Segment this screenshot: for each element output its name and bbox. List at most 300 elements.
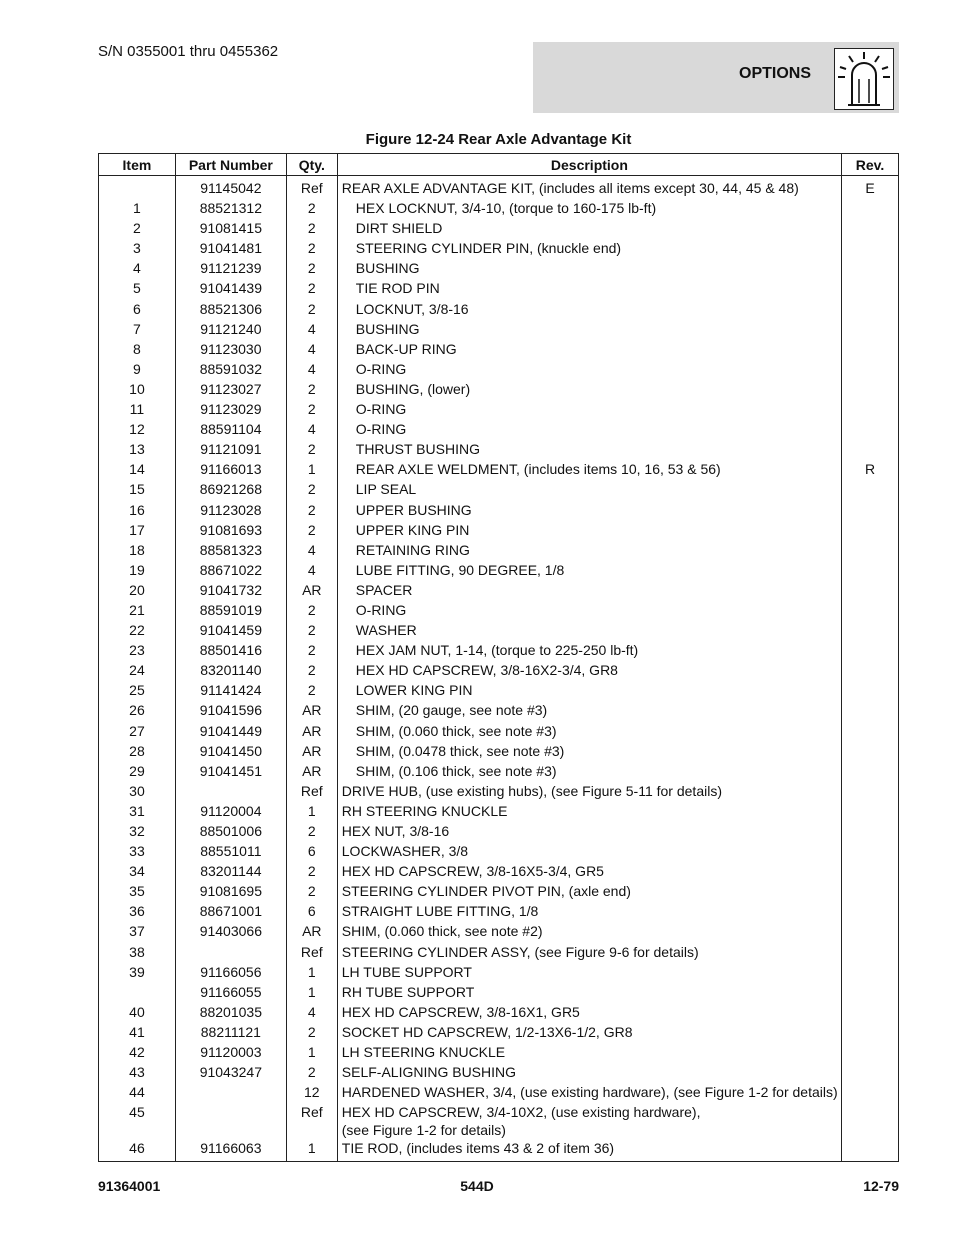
item-cell: 26 (99, 701, 176, 721)
part-number-cell: 88211121 (175, 1023, 286, 1043)
table-row (99, 862, 899, 882)
table-row (99, 541, 899, 561)
table-row (99, 239, 899, 259)
description-cell: SHIM, (20 gauge, see note #3) (337, 701, 841, 721)
part-number-cell: 91041459 (175, 621, 286, 641)
rev-cell (842, 742, 899, 762)
description-cell: STEERING CYLINDER PIVOT PIN, (axle end) (337, 882, 841, 902)
part-number-cell: 91041596 (175, 701, 286, 721)
qty-cell: 4 (286, 420, 337, 440)
description-cell: HARDENED WASHER, 3/4, (use existing hardware), (see Figure 1-2 for details) (337, 1083, 841, 1103)
item-cell: 12 (99, 420, 176, 440)
description-cell: O-RING (337, 400, 841, 420)
rev-cell (842, 722, 899, 742)
qty-cell: AR (286, 701, 337, 721)
item-cell: 44 (99, 1083, 176, 1103)
description-cell: HEX HD CAPSCREW, 3/8-16X1, GR5 (337, 1003, 841, 1023)
table-row (99, 722, 899, 742)
item-cell: 1 (99, 199, 176, 219)
table-row (99, 320, 899, 340)
column-header-part-number: Part Number (175, 154, 286, 176)
qty-cell: Ref (286, 782, 337, 802)
item-cell: 40 (99, 1003, 176, 1023)
rev-cell (842, 340, 899, 360)
description-cell: TIE ROD PIN (337, 279, 841, 299)
description-cell: LOWER KING PIN (337, 681, 841, 701)
description-cell: DIRT SHIELD (337, 219, 841, 239)
table-row (99, 943, 899, 963)
rev-cell (842, 521, 899, 541)
rev-cell (842, 802, 899, 822)
item-cell: 20 (99, 581, 176, 601)
part-number-cell: 88501006 (175, 822, 286, 842)
qty-cell: 2 (286, 621, 337, 641)
part-number-cell: 91041450 (175, 742, 286, 762)
part-number-cell: 88521306 (175, 300, 286, 320)
rev-cell (842, 581, 899, 601)
description-cell: BACK-UP RING (337, 340, 841, 360)
item-cell: 2 (99, 219, 176, 239)
qty-cell: 2 (286, 862, 337, 882)
table-row (99, 1063, 899, 1083)
description-cell: STEERING CYLINDER PIN, (knuckle end) (337, 239, 841, 259)
rev-cell (842, 360, 899, 380)
part-number-cell: 91081415 (175, 219, 286, 239)
table-row (99, 440, 899, 460)
description-cell: BUSHING, (lower) (337, 380, 841, 400)
qty-cell: AR (286, 922, 337, 942)
rev-cell (842, 983, 899, 1003)
item-cell: 16 (99, 501, 176, 521)
description-cell: LIP SEAL (337, 480, 841, 500)
rev-cell (842, 259, 899, 279)
part-number-cell: 88591019 (175, 601, 286, 621)
table-row (99, 802, 899, 822)
table-row (99, 400, 899, 420)
item-cell: 37 (99, 922, 176, 942)
table-row (99, 279, 899, 299)
qty-cell: AR (286, 762, 337, 782)
table-row (99, 480, 899, 500)
options-light-icon (834, 48, 894, 110)
rev-cell (842, 641, 899, 661)
description-cell: O-RING (337, 601, 841, 621)
table-row (99, 1139, 899, 1162)
parts-table (98, 153, 899, 1162)
description-cell (337, 1103, 841, 1139)
rev-cell (842, 480, 899, 500)
description-cell: SOCKET HD CAPSCREW, 1/2-13X6-1/2, GR8 (337, 1023, 841, 1043)
rev-cell (842, 199, 899, 219)
column-header-rev: Rev. (842, 154, 899, 176)
part-number-cell: 91121239 (175, 259, 286, 279)
rev-cell (842, 400, 899, 420)
item-cell: 18 (99, 541, 176, 561)
item-cell (99, 983, 176, 1003)
item-cell: 4 (99, 259, 176, 279)
rev-cell (842, 862, 899, 882)
part-number-cell: 83201144 (175, 862, 286, 882)
qty-cell: 6 (286, 842, 337, 862)
rev-cell (842, 1103, 899, 1139)
part-number-cell: 91123027 (175, 380, 286, 400)
table-row (99, 782, 899, 802)
description-cell: HEX NUT, 3/8-16 (337, 822, 841, 842)
table-row (99, 963, 899, 983)
item-cell: 41 (99, 1023, 176, 1043)
rev-cell (842, 320, 899, 340)
description-cell: DRIVE HUB, (use existing hubs), (see Figure 5-11 for details) (337, 782, 841, 802)
table-row (99, 621, 899, 641)
table-row (99, 199, 899, 219)
item-cell: 39 (99, 963, 176, 983)
description-cell: SHIM, (0.060 thick, see note #3) (337, 722, 841, 742)
item-cell: 32 (99, 822, 176, 842)
qty-cell: 2 (286, 501, 337, 521)
qty-cell: 4 (286, 360, 337, 380)
table-row (99, 259, 899, 279)
table-row (99, 521, 899, 541)
part-number-cell: 91166063 (175, 1139, 286, 1162)
qty-cell: 2 (286, 380, 337, 400)
rev-cell (842, 380, 899, 400)
part-number-cell: 91121240 (175, 320, 286, 340)
rev-cell (842, 661, 899, 681)
table-header-row (99, 154, 899, 176)
table-row (99, 380, 899, 400)
item-cell: 14 (99, 460, 176, 480)
item-cell: 10 (99, 380, 176, 400)
part-number-cell: 91166055 (175, 983, 286, 1003)
description-cell: TIE ROD, (includes items 43 & 2 of item 36) (337, 1139, 841, 1162)
description-cell: BUSHING (337, 320, 841, 340)
part-number-cell: 91166056 (175, 963, 286, 983)
item-cell: 21 (99, 601, 176, 621)
table-row (99, 902, 899, 922)
part-number-cell: 91081695 (175, 882, 286, 902)
table-row (99, 300, 899, 320)
part-number-cell (175, 782, 286, 802)
item-cell: 36 (99, 902, 176, 922)
table-row (99, 1083, 899, 1103)
item-cell: 3 (99, 239, 176, 259)
description-cell: WASHER (337, 621, 841, 641)
rev-cell (842, 420, 899, 440)
description-cell: THRUST BUSHING (337, 440, 841, 460)
description-cell: LUBE FITTING, 90 DEGREE, 1/8 (337, 561, 841, 581)
qty-cell: 1 (286, 963, 337, 983)
item-cell: 31 (99, 802, 176, 822)
part-number-cell (175, 1083, 286, 1103)
rev-cell (842, 239, 899, 259)
rev-cell (842, 279, 899, 299)
item-cell: 38 (99, 943, 176, 963)
qty-cell: 2 (286, 480, 337, 500)
part-number-cell: 88671001 (175, 902, 286, 922)
qty-cell: 1 (286, 1043, 337, 1063)
description-cell: LOCKNUT, 3/8-16 (337, 300, 841, 320)
description-cell: SELF-ALIGNING BUSHING (337, 1063, 841, 1083)
rev-cell (842, 601, 899, 621)
item-cell: 23 (99, 641, 176, 661)
table-row (99, 681, 899, 701)
rev-cell (842, 681, 899, 701)
document-number: 91364001 (98, 1178, 161, 1194)
description-cell: REAR AXLE ADVANTAGE KIT, (includes all items except 30, 44, 45 & 48) (337, 176, 841, 200)
qty-cell: 2 (286, 822, 337, 842)
table-row (99, 701, 899, 721)
part-number-cell: 91403066 (175, 922, 286, 942)
part-number-cell: 91120003 (175, 1043, 286, 1063)
part-number-cell: 91081693 (175, 521, 286, 541)
description-cell: RH TUBE SUPPORT (337, 983, 841, 1003)
qty-cell: 4 (286, 1003, 337, 1023)
part-number-cell: 91041449 (175, 722, 286, 742)
rev-cell (842, 762, 899, 782)
description-cell: STEERING CYLINDER ASSY, (see Figure 9-6 for details) (337, 943, 841, 963)
table-row (99, 219, 899, 239)
rev-cell (842, 902, 899, 922)
table-row (99, 661, 899, 681)
rev-cell (842, 822, 899, 842)
part-number-cell: 91041439 (175, 279, 286, 299)
column-header-item: Item (99, 154, 176, 176)
rev-cell (842, 300, 899, 320)
rev-cell (842, 701, 899, 721)
part-number-cell: 91041481 (175, 239, 286, 259)
table-row (99, 501, 899, 521)
qty-cell: 4 (286, 340, 337, 360)
rev-cell (842, 963, 899, 983)
description-cell: UPPER BUSHING (337, 501, 841, 521)
description-cell: UPPER KING PIN (337, 521, 841, 541)
description-cell: HEX LOCKNUT, 3/4-10, (torque to 160-175 lb-ft) (337, 199, 841, 219)
rev-cell (842, 1139, 899, 1162)
rev-cell (842, 1063, 899, 1083)
rev-cell: R (842, 460, 899, 480)
qty-cell: 2 (286, 300, 337, 320)
part-number-cell: 91041732 (175, 581, 286, 601)
qty-cell: Ref (286, 1103, 337, 1139)
table-row (99, 340, 899, 360)
item-cell: 8 (99, 340, 176, 360)
description-cell: LOCKWASHER, 3/8 (337, 842, 841, 862)
page-number: 12-79 (863, 1178, 899, 1194)
description-cell: RH STEERING KNUCKLE (337, 802, 841, 822)
item-cell: 5 (99, 279, 176, 299)
qty-cell: 2 (286, 199, 337, 219)
section-header-box (533, 42, 899, 113)
rev-cell (842, 1043, 899, 1063)
part-number-cell: 88671022 (175, 561, 286, 581)
item-cell: 11 (99, 400, 176, 420)
qty-cell: Ref (286, 176, 337, 200)
table-row (99, 922, 899, 942)
qty-cell: 1 (286, 983, 337, 1003)
description-cell: HEX HD CAPSCREW, 3/8-16X5-3/4, GR5 (337, 862, 841, 882)
qty-cell: 2 (286, 440, 337, 460)
part-number-cell (175, 1103, 286, 1139)
rev-cell (842, 1023, 899, 1043)
part-number-cell: 88591032 (175, 360, 286, 380)
description-line: HEX HD CAPSCREW, 3/4-10X2, (use existing hardware), (341, 1104, 701, 1121)
qty-cell: 6 (286, 902, 337, 922)
qty-cell: Ref (286, 943, 337, 963)
description-cell: HEX HD CAPSCREW, 3/8-16X2-3/4, GR8 (337, 661, 841, 681)
table-row (99, 983, 899, 1003)
rev-cell (842, 922, 899, 942)
item-cell: 9 (99, 360, 176, 380)
item-cell: 13 (99, 440, 176, 460)
item-cell: 19 (99, 561, 176, 581)
figure-title: Figure 12-24 Rear Axle Advantage Kit (365, 131, 632, 148)
part-number-cell: 83201140 (175, 661, 286, 681)
rev-cell (842, 842, 899, 862)
table-row (99, 420, 899, 440)
item-cell: 7 (99, 320, 176, 340)
item-cell: 42 (99, 1043, 176, 1063)
qty-cell: 2 (286, 882, 337, 902)
part-number-cell (175, 943, 286, 963)
item-cell: 33 (99, 842, 176, 862)
item-cell: 22 (99, 621, 176, 641)
description-cell: O-RING (337, 360, 841, 380)
item-cell: 6 (99, 300, 176, 320)
description-cell: LH TUBE SUPPORT (337, 963, 841, 983)
rev-cell (842, 440, 899, 460)
item-cell: 24 (99, 661, 176, 681)
rev-cell (842, 561, 899, 581)
rev-cell (842, 1083, 899, 1103)
rev-cell (842, 943, 899, 963)
qty-cell: 2 (286, 279, 337, 299)
item-cell: 35 (99, 882, 176, 902)
item-cell: 34 (99, 862, 176, 882)
description-cell: SHIM, (0.0478 thick, see note #3) (337, 742, 841, 762)
item-cell: 45 (99, 1103, 176, 1139)
table-row (99, 360, 899, 380)
serial-number-range: S/N 0355001 thru 0455362 (98, 43, 279, 60)
description-cell: BUSHING (337, 259, 841, 279)
rev-cell (842, 541, 899, 561)
section-title: OPTIONS (739, 65, 812, 82)
qty-cell: 2 (286, 661, 337, 681)
item-cell: 30 (99, 782, 176, 802)
table-row (99, 581, 899, 601)
rev-cell (842, 782, 899, 802)
item-cell: 17 (99, 521, 176, 541)
part-number-cell: 88551011 (175, 842, 286, 862)
qty-cell: 2 (286, 681, 337, 701)
description-cell: SHIM, (0.106 thick, see note #3) (337, 762, 841, 782)
qty-cell: 1 (286, 460, 337, 480)
rev-cell: E (842, 176, 899, 200)
table-row (99, 1023, 899, 1043)
rev-cell (842, 501, 899, 521)
qty-cell: 12 (286, 1083, 337, 1103)
column-header-qty: Qty. (286, 154, 337, 176)
qty-cell: AR (286, 722, 337, 742)
table-row (99, 460, 899, 480)
table-row (99, 641, 899, 661)
table-row (99, 1043, 899, 1063)
qty-cell: 2 (286, 219, 337, 239)
table-row (99, 601, 899, 621)
part-number-cell: 88591104 (175, 420, 286, 440)
column-header-description: Description (337, 154, 841, 176)
description-cell: RETAINING RING (337, 541, 841, 561)
description-cell: SHIM, (0.060 thick, see note #2) (337, 922, 841, 942)
part-number-cell: 91145042 (175, 176, 286, 200)
description-cell: STRAIGHT LUBE FITTING, 1/8 (337, 902, 841, 922)
qty-cell: 4 (286, 561, 337, 581)
item-cell: 46 (99, 1139, 176, 1162)
table-row (99, 842, 899, 862)
description-cell: HEX JAM NUT, 1-14, (torque to 225-250 lb-ft) (337, 641, 841, 661)
table-row (99, 882, 899, 902)
part-number-cell: 91121091 (175, 440, 286, 460)
qty-cell: 4 (286, 320, 337, 340)
description-cell: SPACER (337, 581, 841, 601)
qty-cell: 2 (286, 400, 337, 420)
description-cell: LH STEERING KNUCKLE (337, 1043, 841, 1063)
qty-cell: 2 (286, 1023, 337, 1043)
description-line: (see Figure 1-2 for details) (341, 1122, 506, 1139)
item-cell: 29 (99, 762, 176, 782)
qty-cell: 2 (286, 641, 337, 661)
qty-cell: 2 (286, 601, 337, 621)
description-cell: REAR AXLE WELDMENT, (includes items 10, 16, 53 & 56) (337, 460, 841, 480)
qty-cell: 2 (286, 521, 337, 541)
table-row (99, 1003, 899, 1023)
table-row (99, 561, 899, 581)
rev-cell (842, 1003, 899, 1023)
item-cell (99, 176, 176, 200)
rev-cell (842, 882, 899, 902)
part-number-cell: 88201035 (175, 1003, 286, 1023)
part-number-cell: 91043247 (175, 1063, 286, 1083)
part-number-cell: 91141424 (175, 681, 286, 701)
table-row (99, 822, 899, 842)
part-number-cell: 91123028 (175, 501, 286, 521)
rev-cell (842, 621, 899, 641)
qty-cell: 1 (286, 1139, 337, 1162)
part-number-cell: 91123030 (175, 340, 286, 360)
description-cell: O-RING (337, 420, 841, 440)
qty-cell: 4 (286, 541, 337, 561)
item-cell: 43 (99, 1063, 176, 1083)
qty-cell: 2 (286, 239, 337, 259)
part-number-cell: 91123029 (175, 400, 286, 420)
part-number-cell: 86921268 (175, 480, 286, 500)
table-row (99, 742, 899, 762)
table-row (99, 762, 899, 782)
part-number-cell: 88581323 (175, 541, 286, 561)
part-number-cell: 91120004 (175, 802, 286, 822)
item-cell: 27 (99, 722, 176, 742)
table-row (99, 176, 899, 200)
model-number: 544D (460, 1178, 494, 1194)
part-number-cell: 91041451 (175, 762, 286, 782)
item-cell: 25 (99, 681, 176, 701)
part-number-cell: 91166013 (175, 460, 286, 480)
rev-cell (842, 219, 899, 239)
item-cell: 15 (99, 480, 176, 500)
qty-cell: 2 (286, 1063, 337, 1083)
qty-cell: AR (286, 742, 337, 762)
item-cell: 28 (99, 742, 176, 762)
qty-cell: 1 (286, 802, 337, 822)
